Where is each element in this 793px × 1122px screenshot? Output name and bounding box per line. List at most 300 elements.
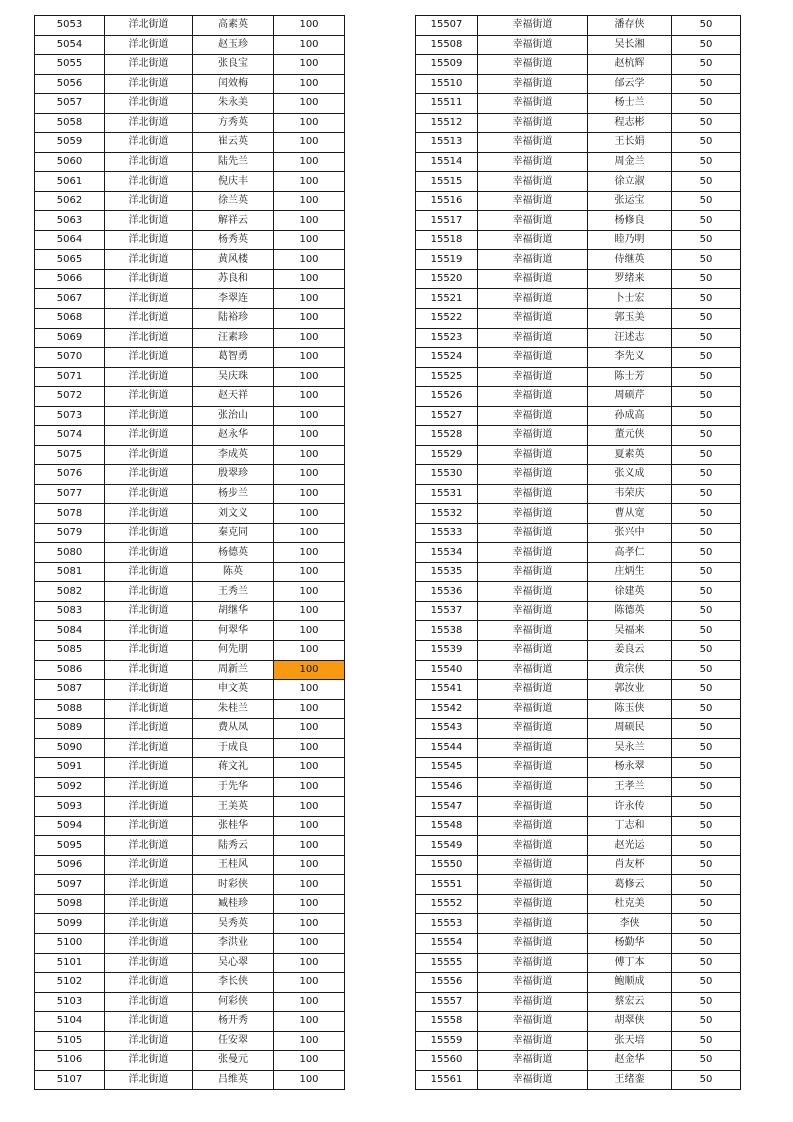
right-table-row xyxy=(416,113,741,133)
street-cell: 洋北街道 xyxy=(105,680,193,700)
id-cell: 15509 xyxy=(416,55,478,75)
amount-cell: 50 xyxy=(672,601,741,621)
street-cell: 幸福街道 xyxy=(478,601,588,621)
id-cell: 5054 xyxy=(35,35,105,55)
amount-cell: 50 xyxy=(672,348,741,368)
name-cell: 周金兰 xyxy=(588,152,672,172)
left-table-row xyxy=(35,933,345,953)
amount-cell: 50 xyxy=(672,74,741,94)
right-table-row xyxy=(416,758,741,778)
right-table-row xyxy=(416,621,741,641)
left-roster-table xyxy=(34,15,345,1090)
right-table-row xyxy=(416,601,741,621)
id-cell: 5093 xyxy=(35,797,105,817)
name-cell: 秦克同 xyxy=(193,523,274,543)
street-cell: 幸福街道 xyxy=(478,797,588,817)
amount-cell: 100 xyxy=(274,445,345,465)
street-cell: 洋北街道 xyxy=(105,74,193,94)
id-cell: 15552 xyxy=(416,894,478,914)
street-cell: 洋北街道 xyxy=(105,152,193,172)
id-cell: 15536 xyxy=(416,582,478,602)
amount-cell: 50 xyxy=(672,465,741,485)
right-table-row xyxy=(416,1051,741,1071)
id-cell: 15559 xyxy=(416,1031,478,1051)
right-table-row xyxy=(416,543,741,563)
name-cell: 殷翠珍 xyxy=(193,465,274,485)
name-cell: 徐建英 xyxy=(588,582,672,602)
name-cell: 杨步兰 xyxy=(193,484,274,504)
street-cell: 洋北街道 xyxy=(105,543,193,563)
name-cell: 刘文义 xyxy=(193,504,274,524)
name-cell: 夏素英 xyxy=(588,445,672,465)
street-cell: 洋北街道 xyxy=(105,875,193,895)
id-cell: 15545 xyxy=(416,758,478,778)
amount-cell: 50 xyxy=(672,933,741,953)
right-table-row xyxy=(416,172,741,192)
street-cell: 洋北街道 xyxy=(105,582,193,602)
amount-cell: 100 xyxy=(274,74,345,94)
amount-cell: 100 xyxy=(274,55,345,75)
street-cell: 洋北街道 xyxy=(105,914,193,934)
name-cell: 庄炳生 xyxy=(588,562,672,582)
id-cell: 5097 xyxy=(35,875,105,895)
id-cell: 5087 xyxy=(35,680,105,700)
name-cell: 陆秀云 xyxy=(193,836,274,856)
street-cell: 幸福街道 xyxy=(478,133,588,153)
name-cell: 朱永美 xyxy=(193,94,274,114)
amount-cell: 50 xyxy=(672,55,741,75)
street-cell: 洋北街道 xyxy=(105,855,193,875)
amount-cell: 50 xyxy=(672,992,741,1012)
street-cell: 洋北街道 xyxy=(105,328,193,348)
amount-cell: 50 xyxy=(672,250,741,270)
id-cell: 5060 xyxy=(35,152,105,172)
left-table-row xyxy=(35,465,345,485)
id-cell: 5106 xyxy=(35,1051,105,1071)
street-cell: 幸福街道 xyxy=(478,523,588,543)
right-table-row xyxy=(416,289,741,309)
id-cell: 15540 xyxy=(416,660,478,680)
right-table-row xyxy=(416,504,741,524)
name-cell: 李洪业 xyxy=(193,933,274,953)
name-cell: 方秀英 xyxy=(193,113,274,133)
name-cell: 何先朋 xyxy=(193,641,274,661)
amount-cell: 50 xyxy=(672,719,741,739)
right-table-row xyxy=(416,133,741,153)
street-cell: 洋北街道 xyxy=(105,387,193,407)
name-cell: 李翠连 xyxy=(193,289,274,309)
name-cell: 郭玉美 xyxy=(588,308,672,328)
name-cell: 董元侠 xyxy=(588,426,672,446)
street-cell: 洋北街道 xyxy=(105,269,193,289)
name-cell: 何彩侠 xyxy=(193,992,274,1012)
street-cell: 幸福街道 xyxy=(478,406,588,426)
id-cell: 5053 xyxy=(35,16,105,36)
amount-cell: 100 xyxy=(274,875,345,895)
right-table-row xyxy=(416,1070,741,1090)
name-cell: 杨修良 xyxy=(588,211,672,231)
amount-cell: 100 xyxy=(274,1051,345,1071)
amount-cell: 50 xyxy=(672,406,741,426)
id-cell: 15507 xyxy=(416,16,478,36)
right-table-row xyxy=(416,816,741,836)
right-table-row xyxy=(416,152,741,172)
amount-cell: 50 xyxy=(672,484,741,504)
amount-cell: 100 xyxy=(274,133,345,153)
street-cell: 洋北街道 xyxy=(105,660,193,680)
name-cell: 陆裕珍 xyxy=(193,308,274,328)
right-table-row xyxy=(416,953,741,973)
amount-cell: 100 xyxy=(274,348,345,368)
amount-cell: 50 xyxy=(672,699,741,719)
name-cell: 葛智勇 xyxy=(193,348,274,368)
left-table-row xyxy=(35,1012,345,1032)
amount-cell: 50 xyxy=(672,973,741,993)
id-cell: 5104 xyxy=(35,1012,105,1032)
street-cell: 洋北街道 xyxy=(105,113,193,133)
name-cell: 赵光运 xyxy=(588,836,672,856)
street-cell: 幸福街道 xyxy=(478,94,588,114)
right-table-row xyxy=(416,894,741,914)
amount-cell: 50 xyxy=(672,660,741,680)
name-cell: 程志彬 xyxy=(588,113,672,133)
id-cell: 15539 xyxy=(416,641,478,661)
right-table-row xyxy=(416,426,741,446)
street-cell: 幸福街道 xyxy=(478,758,588,778)
id-cell: 15544 xyxy=(416,738,478,758)
name-cell: 王美英 xyxy=(193,797,274,817)
amount-cell: 50 xyxy=(672,35,741,55)
id-cell: 5065 xyxy=(35,250,105,270)
street-cell: 幸福街道 xyxy=(478,113,588,133)
id-cell: 5081 xyxy=(35,562,105,582)
street-cell: 幸福街道 xyxy=(478,973,588,993)
street-cell: 幸福街道 xyxy=(478,562,588,582)
amount-cell: 50 xyxy=(672,308,741,328)
amount-cell: 100 xyxy=(274,35,345,55)
name-cell: 张兴中 xyxy=(588,523,672,543)
name-cell: 汪述志 xyxy=(588,328,672,348)
left-table-row xyxy=(35,348,345,368)
amount-cell: 50 xyxy=(672,16,741,36)
amount-cell: 100 xyxy=(274,660,345,680)
id-cell: 15547 xyxy=(416,797,478,817)
id-cell: 5057 xyxy=(35,94,105,114)
left-table-row xyxy=(35,484,345,504)
amount-cell: 50 xyxy=(672,523,741,543)
left-table-row xyxy=(35,211,345,231)
left-table-row xyxy=(35,758,345,778)
name-cell: 杨秀英 xyxy=(193,230,274,250)
right-table-row xyxy=(416,1012,741,1032)
name-cell: 许永传 xyxy=(588,797,672,817)
amount-cell: 50 xyxy=(672,1070,741,1090)
amount-cell: 50 xyxy=(672,894,741,914)
amount-cell: 50 xyxy=(672,797,741,817)
street-cell: 幸福街道 xyxy=(478,230,588,250)
right-table-row xyxy=(416,777,741,797)
name-cell: 侍继英 xyxy=(588,250,672,270)
right-table-row xyxy=(416,973,741,993)
street-cell: 幸福街道 xyxy=(478,250,588,270)
left-table-row xyxy=(35,582,345,602)
street-cell: 幸福街道 xyxy=(478,660,588,680)
right-table-row xyxy=(416,387,741,407)
name-cell: 陈德英 xyxy=(588,601,672,621)
amount-cell: 100 xyxy=(274,250,345,270)
name-cell: 时彩侠 xyxy=(193,875,274,895)
id-cell: 5061 xyxy=(35,172,105,192)
amount-cell: 50 xyxy=(672,152,741,172)
left-table-row xyxy=(35,699,345,719)
left-table-row xyxy=(35,74,345,94)
amount-cell: 100 xyxy=(274,719,345,739)
left-table-row xyxy=(35,328,345,348)
left-table-row xyxy=(35,601,345,621)
amount-cell: 100 xyxy=(274,894,345,914)
street-cell: 洋北街道 xyxy=(105,94,193,114)
amount-cell: 50 xyxy=(672,328,741,348)
name-cell: 汪素珍 xyxy=(193,328,274,348)
amount-cell: 100 xyxy=(274,152,345,172)
id-cell: 5058 xyxy=(35,113,105,133)
amount-cell: 50 xyxy=(672,94,741,114)
id-cell: 5077 xyxy=(35,484,105,504)
id-cell: 5098 xyxy=(35,894,105,914)
amount-cell: 50 xyxy=(672,269,741,289)
amount-cell: 100 xyxy=(274,1031,345,1051)
name-cell: 赵杭辉 xyxy=(588,55,672,75)
name-cell: 闰效梅 xyxy=(193,74,274,94)
street-cell: 幸福街道 xyxy=(478,816,588,836)
amount-cell: 100 xyxy=(274,387,345,407)
id-cell: 15530 xyxy=(416,465,478,485)
street-cell: 幸福街道 xyxy=(478,933,588,953)
name-cell: 杨开秀 xyxy=(193,1012,274,1032)
left-table-row xyxy=(35,992,345,1012)
name-cell: 张义成 xyxy=(588,465,672,485)
left-table-row xyxy=(35,55,345,75)
amount-cell: 50 xyxy=(672,172,741,192)
left-table-row xyxy=(35,250,345,270)
id-cell: 5086 xyxy=(35,660,105,680)
id-cell: 5088 xyxy=(35,699,105,719)
id-cell: 15535 xyxy=(416,562,478,582)
amount-cell: 100 xyxy=(274,953,345,973)
left-table-row xyxy=(35,504,345,524)
right-table-row xyxy=(416,914,741,934)
right-table-row xyxy=(416,328,741,348)
name-cell: 肖友杯 xyxy=(588,855,672,875)
amount-cell: 50 xyxy=(672,836,741,856)
name-cell: 王秀兰 xyxy=(193,582,274,602)
street-cell: 洋北街道 xyxy=(105,719,193,739)
amount-cell: 100 xyxy=(274,855,345,875)
amount-cell: 100 xyxy=(274,797,345,817)
name-cell: 李先义 xyxy=(588,348,672,368)
street-cell: 幸福街道 xyxy=(478,55,588,75)
name-cell: 孙成高 xyxy=(588,406,672,426)
id-cell: 5103 xyxy=(35,992,105,1012)
name-cell: 杨士兰 xyxy=(588,94,672,114)
amount-cell: 100 xyxy=(274,836,345,856)
amount-cell: 50 xyxy=(672,1051,741,1071)
amount-cell: 100 xyxy=(274,582,345,602)
street-cell: 幸福街道 xyxy=(478,348,588,368)
id-cell: 15529 xyxy=(416,445,478,465)
id-cell: 5079 xyxy=(35,523,105,543)
street-cell: 洋北街道 xyxy=(105,348,193,368)
id-cell: 5078 xyxy=(35,504,105,524)
id-cell: 15511 xyxy=(416,94,478,114)
id-cell: 15514 xyxy=(416,152,478,172)
left-table-row xyxy=(35,680,345,700)
name-cell: 罗绪来 xyxy=(588,269,672,289)
amount-cell: 50 xyxy=(672,1012,741,1032)
amount-cell: 100 xyxy=(274,601,345,621)
name-cell: 杨永翠 xyxy=(588,758,672,778)
id-cell: 15523 xyxy=(416,328,478,348)
street-cell: 洋北街道 xyxy=(105,894,193,914)
street-cell: 洋北街道 xyxy=(105,758,193,778)
id-cell: 15538 xyxy=(416,621,478,641)
name-cell: 赵金华 xyxy=(588,1051,672,1071)
right-table-row xyxy=(416,1031,741,1051)
id-cell: 15517 xyxy=(416,211,478,231)
name-cell: 倪庆丰 xyxy=(193,172,274,192)
id-cell: 15528 xyxy=(416,426,478,446)
id-cell: 15557 xyxy=(416,992,478,1012)
right-table-row xyxy=(416,641,741,661)
street-cell: 洋北街道 xyxy=(105,308,193,328)
left-table-row xyxy=(35,738,345,758)
right-table-row xyxy=(416,16,741,36)
street-cell: 洋北街道 xyxy=(105,523,193,543)
id-cell: 5092 xyxy=(35,777,105,797)
right-table-row xyxy=(416,680,741,700)
name-cell: 傅丁本 xyxy=(588,953,672,973)
right-table-row xyxy=(416,836,741,856)
street-cell: 幸福街道 xyxy=(478,621,588,641)
street-cell: 洋北街道 xyxy=(105,1070,193,1090)
name-cell: 姜良云 xyxy=(588,641,672,661)
id-cell: 15558 xyxy=(416,1012,478,1032)
name-cell: 周硕民 xyxy=(588,719,672,739)
amount-cell: 50 xyxy=(672,777,741,797)
right-table-row xyxy=(416,308,741,328)
id-cell: 15549 xyxy=(416,836,478,856)
street-cell: 洋北街道 xyxy=(105,1031,193,1051)
id-cell: 15550 xyxy=(416,855,478,875)
left-table-row xyxy=(35,16,345,36)
id-cell: 5100 xyxy=(35,933,105,953)
amount-cell: 50 xyxy=(672,504,741,524)
name-cell: 费从凤 xyxy=(193,719,274,739)
name-cell: 韦荣庆 xyxy=(588,484,672,504)
id-cell: 5066 xyxy=(35,269,105,289)
name-cell: 胡翠侠 xyxy=(588,1012,672,1032)
amount-cell: 100 xyxy=(274,562,345,582)
street-cell: 幸福街道 xyxy=(478,172,588,192)
left-table-row xyxy=(35,836,345,856)
right-table-row xyxy=(416,74,741,94)
street-cell: 幸福街道 xyxy=(478,836,588,856)
name-cell: 吴永兰 xyxy=(588,738,672,758)
right-table-row xyxy=(416,211,741,231)
name-cell: 张桂华 xyxy=(193,816,274,836)
right-table-row xyxy=(416,797,741,817)
id-cell: 15533 xyxy=(416,523,478,543)
left-table-row xyxy=(35,914,345,934)
left-table-row xyxy=(35,367,345,387)
name-cell: 张天培 xyxy=(588,1031,672,1051)
name-cell: 李长侠 xyxy=(193,973,274,993)
id-cell: 5089 xyxy=(35,719,105,739)
name-cell: 胡继华 xyxy=(193,601,274,621)
street-cell: 洋北街道 xyxy=(105,641,193,661)
name-cell: 曹从宽 xyxy=(588,504,672,524)
left-table-row xyxy=(35,1031,345,1051)
amount-cell: 50 xyxy=(672,133,741,153)
left-table-row xyxy=(35,777,345,797)
left-table-row xyxy=(35,1070,345,1090)
amount-cell: 100 xyxy=(274,289,345,309)
amount-cell: 100 xyxy=(274,230,345,250)
street-cell: 幸福街道 xyxy=(478,74,588,94)
id-cell: 15556 xyxy=(416,973,478,993)
amount-cell: 50 xyxy=(672,758,741,778)
right-table-row xyxy=(416,855,741,875)
street-cell: 洋北街道 xyxy=(105,367,193,387)
street-cell: 洋北街道 xyxy=(105,1012,193,1032)
name-cell: 高素英 xyxy=(193,16,274,36)
id-cell: 5073 xyxy=(35,406,105,426)
street-cell: 洋北街道 xyxy=(105,211,193,231)
right-table-row xyxy=(416,992,741,1012)
left-table-row xyxy=(35,406,345,426)
street-cell: 洋北街道 xyxy=(105,797,193,817)
name-cell: 李侠 xyxy=(588,914,672,934)
right-roster-table xyxy=(415,15,741,1090)
name-cell: 李成英 xyxy=(193,445,274,465)
id-cell: 15519 xyxy=(416,250,478,270)
right-table-row xyxy=(416,484,741,504)
left-table-row xyxy=(35,875,345,895)
street-cell: 幸福街道 xyxy=(478,16,588,36)
left-table-row xyxy=(35,35,345,55)
amount-cell: 50 xyxy=(672,191,741,211)
amount-cell: 50 xyxy=(672,816,741,836)
amount-cell: 50 xyxy=(672,855,741,875)
left-table-row xyxy=(35,133,345,153)
name-cell: 王绪銮 xyxy=(588,1070,672,1090)
name-cell: 葛修云 xyxy=(588,875,672,895)
street-cell: 幸福街道 xyxy=(478,367,588,387)
street-cell: 洋北街道 xyxy=(105,816,193,836)
id-cell: 5056 xyxy=(35,74,105,94)
right-table-row xyxy=(416,933,741,953)
right-table-row xyxy=(416,55,741,75)
name-cell: 张治山 xyxy=(193,406,274,426)
id-cell: 5090 xyxy=(35,738,105,758)
amount-cell: 50 xyxy=(672,113,741,133)
id-cell: 5095 xyxy=(35,836,105,856)
street-cell: 洋北街道 xyxy=(105,973,193,993)
id-cell: 15527 xyxy=(416,406,478,426)
id-cell: 5075 xyxy=(35,445,105,465)
amount-cell: 100 xyxy=(274,523,345,543)
amount-cell: 100 xyxy=(274,1012,345,1032)
